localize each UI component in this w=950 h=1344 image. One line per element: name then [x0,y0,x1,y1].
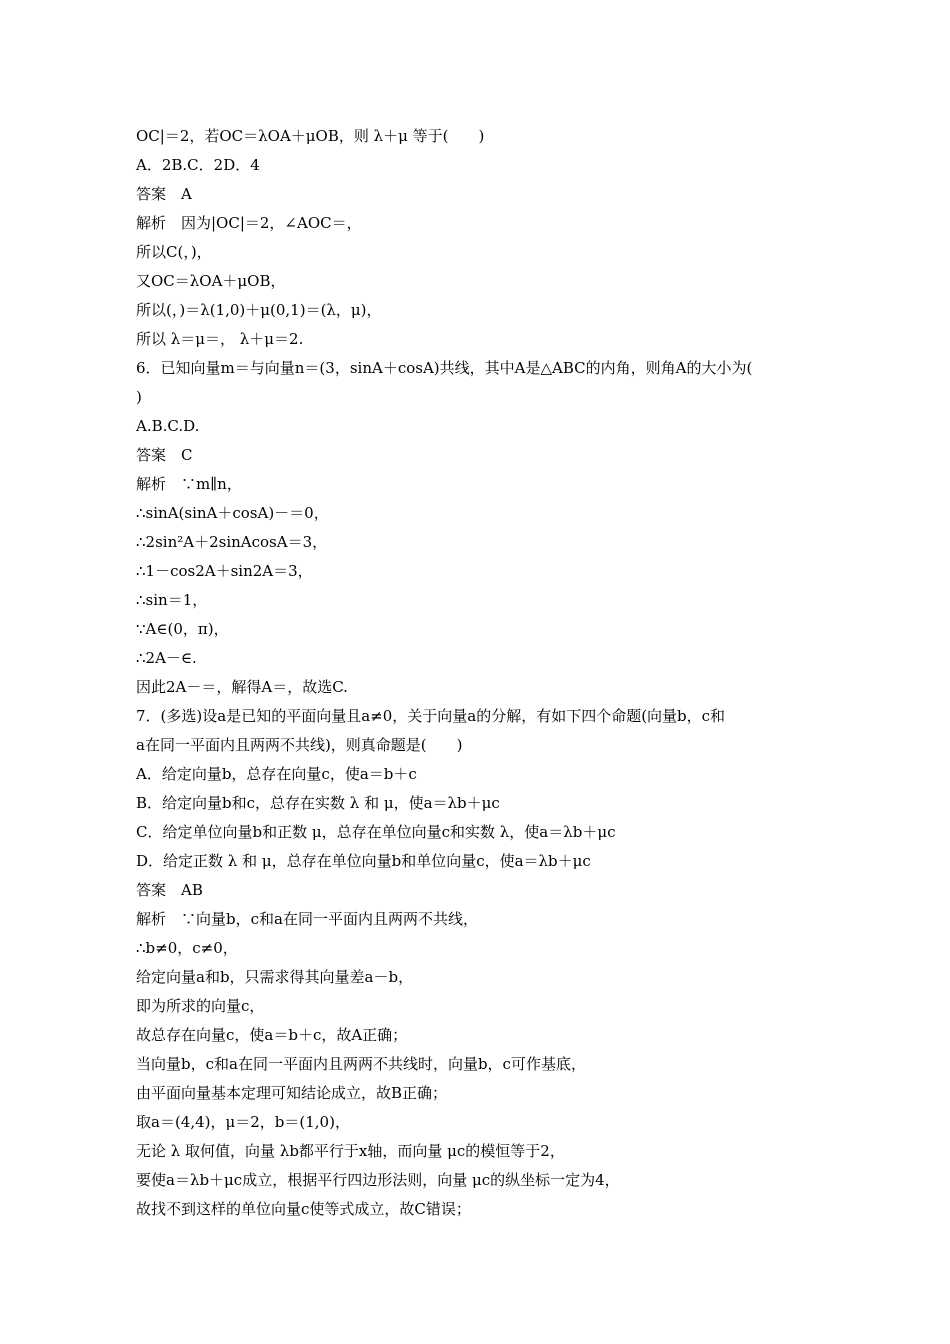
text-line: 故找不到这样的单位向量c使等式成立，故C错误； [136,1200,471,1218]
text-line: 又OC＝λOA＋μOB， [136,272,286,290]
text-line: 解析 ∵m∥n， [136,475,242,493]
text-line: ∴2A－∈. [136,649,197,667]
text-line: D．给定正数 λ 和 μ，总存在单位向量b和单位向量c，使a＝λb＋μc [136,852,591,870]
text-line: A.B.C.D. [136,417,200,435]
text-line: 即为所求的向量c， [136,997,265,1015]
text-line: 6．已知向量m＝与向量n＝(3，sinA＋cosA)共线，其中A是△ABC的内角，则角A的大小为( [136,359,753,377]
text-line: 由平面向量基本定理可知结论成立，故B正确； [136,1084,448,1102]
text-line: 因此2A－＝，解得A＝，故选C. [136,678,348,696]
text-line: 当向量b，c和a在同一平面内且两两不共线时，向量b，c可作基底， [136,1055,586,1073]
text-line: A．给定向量b，总存在向量c，使a＝b＋c [136,765,417,783]
text-line: 给定向量a和b，只需求得其向量差a－b， [136,968,414,986]
text-line: ∴2sin²A＋2sinAcosA＝3， [136,533,328,551]
text-line: 答案 AB [136,881,203,899]
text-line: ∴sinA(sinA＋cosA)－＝0， [136,504,329,522]
text-line: 要使a＝λb＋μc成立，根据平行四边形法则，向量 μc的纵坐标一定为4， [136,1171,620,1189]
text-line: a在同一平面内且两两不共线)，则真命题是( ) [136,736,463,754]
text-line: ∴sin＝1， [136,591,208,609]
text-line: 解析 因为|OC|＝2，∠AOC＝， [136,214,362,232]
text-line: OC|＝2，若OC＝λOA＋μOB，则 λ＋μ 等于( ) [136,127,485,145]
text-line: B．给定向量b和c，总存在实数 λ 和 μ，使a＝λb＋μc [136,794,500,812]
text-line: ∴b≠0，c≠0， [136,939,238,957]
text-line: A．2B.C．2D．4 [136,156,260,174]
text-line: ∴1－cos2A＋sin2A＝3， [136,562,313,580]
text-line: 无论 λ 取何值，向量 λb都平行于x轴，而向量 μc的模恒等于2， [136,1142,565,1160]
text-line: 解析 ∵向量b，c和a在同一平面内且两两不共线， [136,910,478,928]
text-line: ∵A∈(0，π)， [136,620,229,638]
text-line: 答案 C [136,446,193,464]
text-line: C．给定单位向量b和正数 μ，总存在单位向量c和实数 λ，使a＝λb＋μc [136,823,616,841]
text-line: 所以 λ＝μ＝， λ＋μ＝2. [136,330,304,348]
text-line: 故总存在向量c，使a＝b＋c，故A正确； [136,1026,408,1044]
text-line: 所以(，)＝λ(1,0)＋μ(0,1)＝(λ，μ)， [136,301,382,319]
document-body [136,122,826,1224]
text-line: 所以C(，)， [136,243,212,261]
text-line: ) [136,388,142,406]
text-line: 取a＝(4,4)，μ＝2，b＝(1,0)， [136,1113,350,1131]
text-line: 答案 A [136,185,192,203]
text-line: 7．(多选)设a是已知的平面向量且a≠0，关于向量a的分解，有如下四个命题(向量b，c和 [136,707,726,725]
